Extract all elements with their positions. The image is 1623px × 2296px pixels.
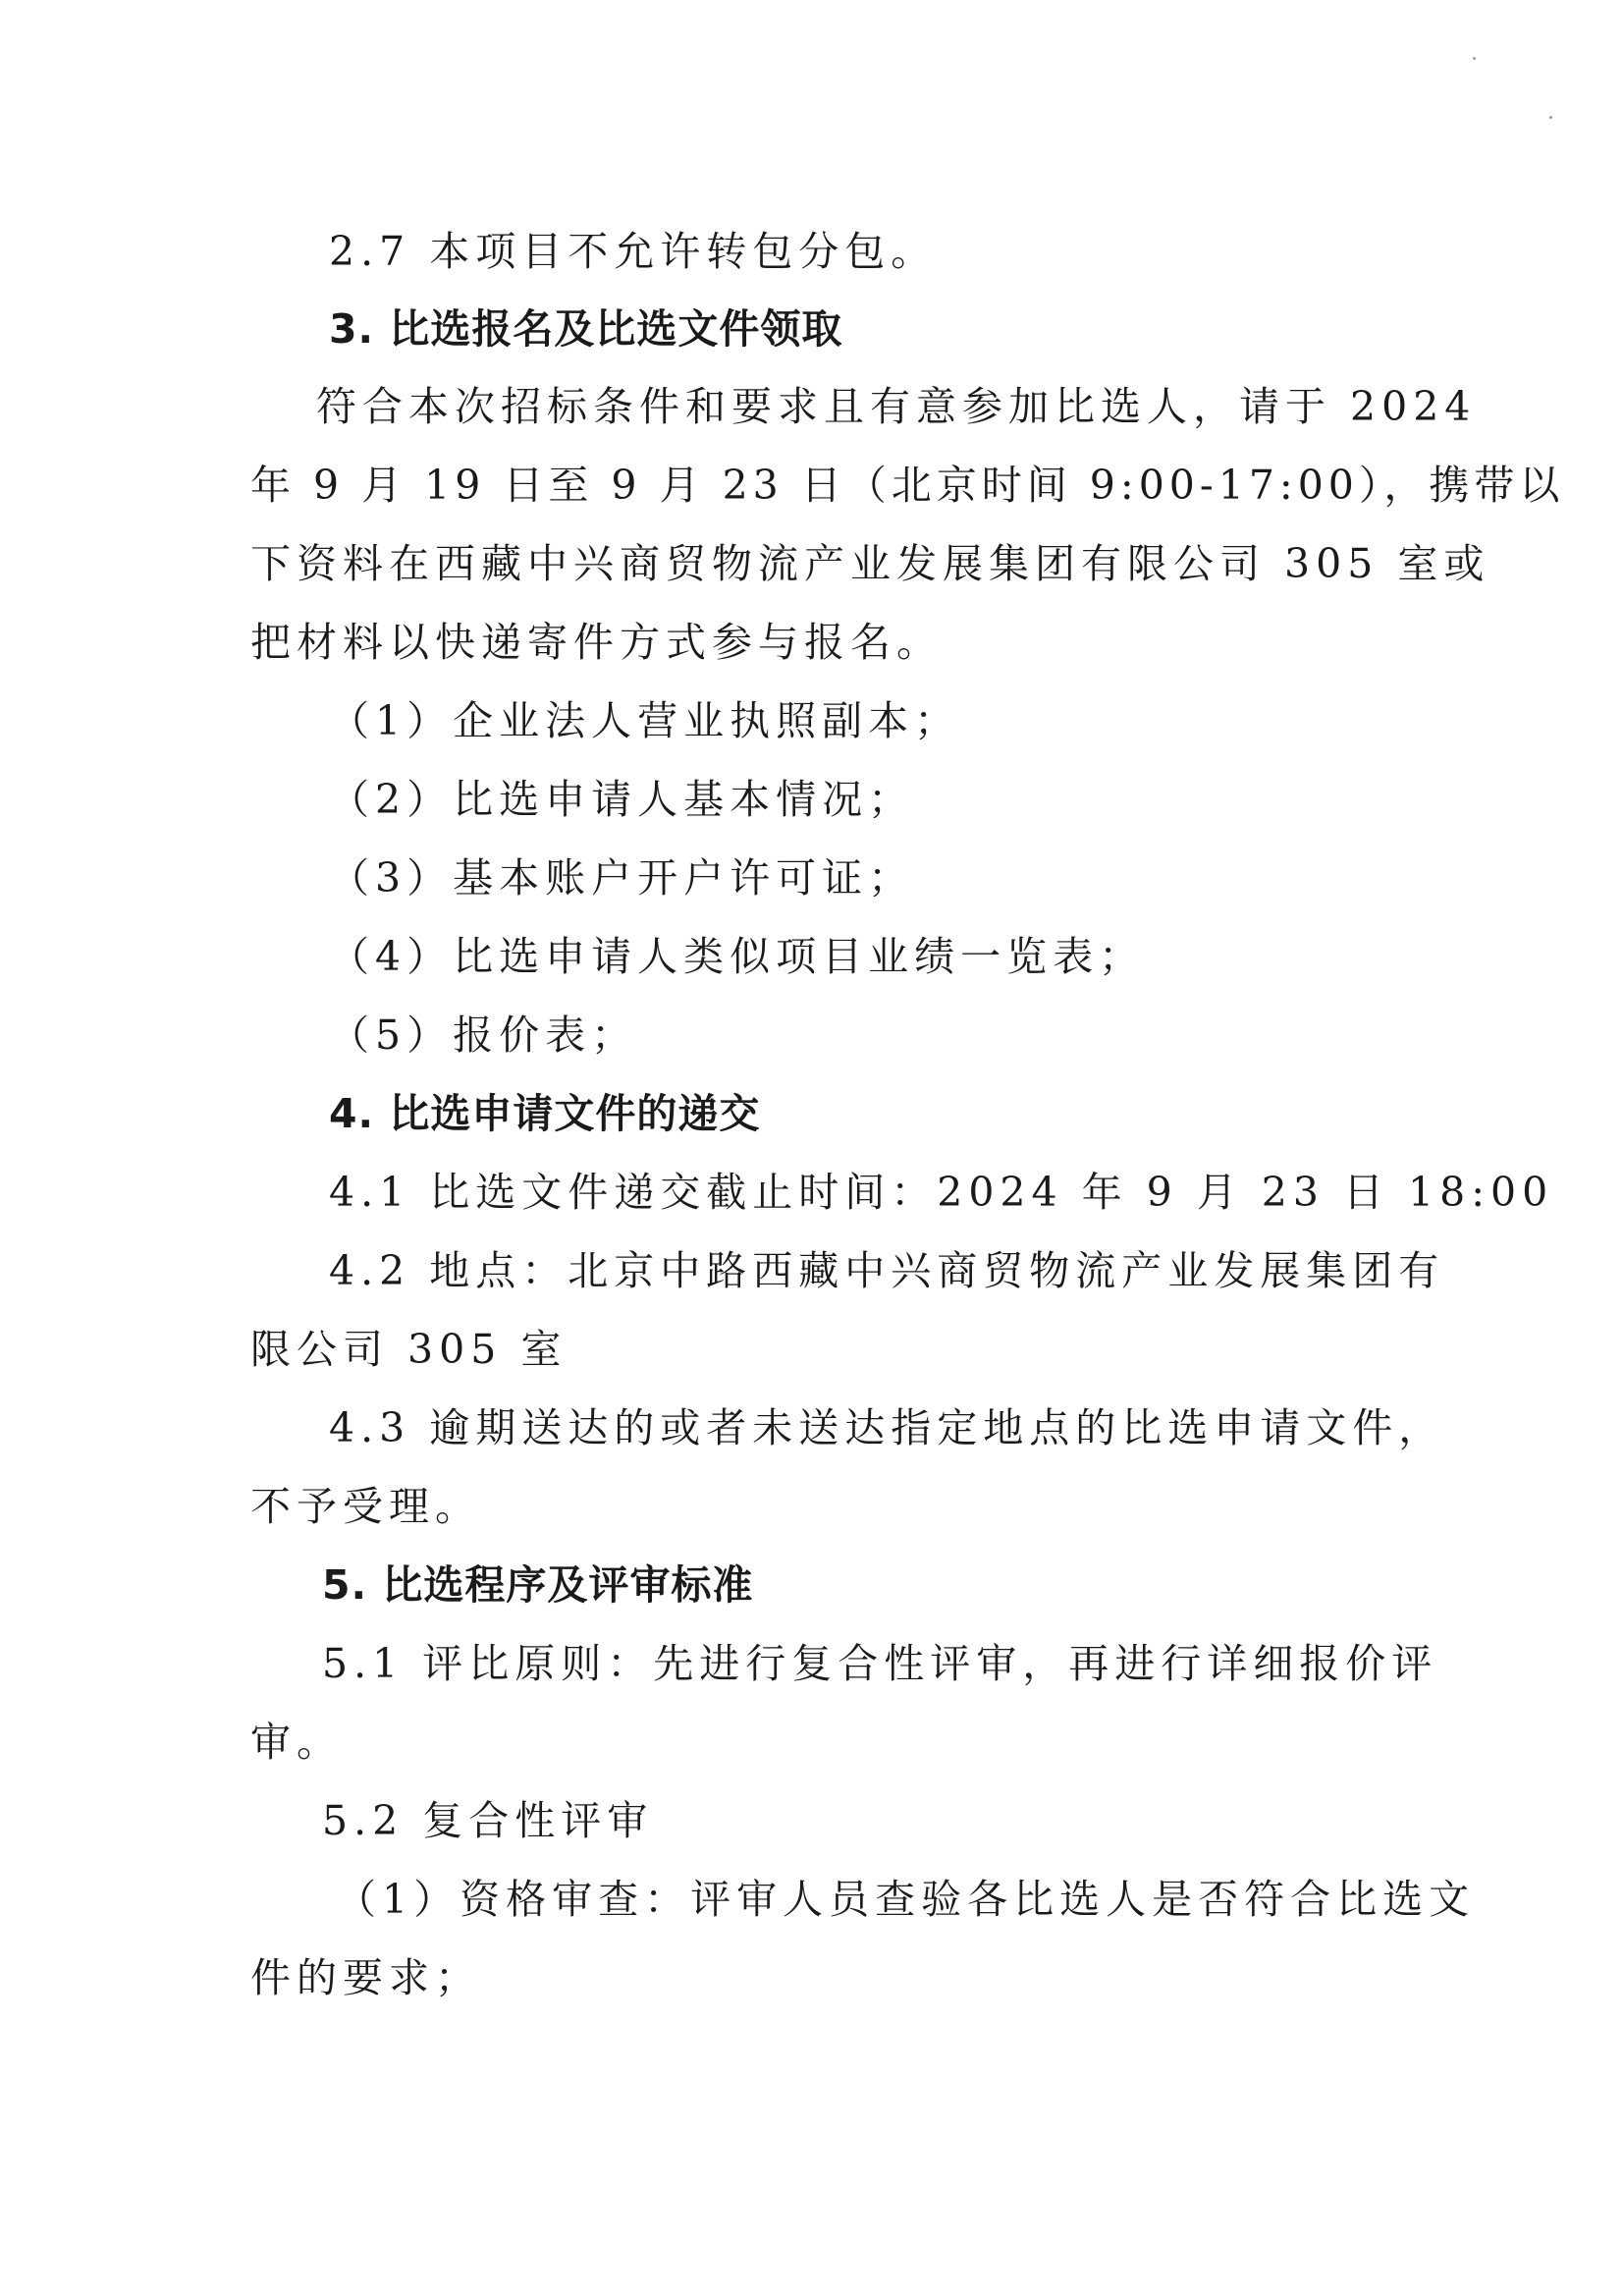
paragraph-3-line-1: 符合本次招标条件和要求且有意参加比选人，请于 2024 xyxy=(316,383,1477,430)
paragraph-4-2-line-1: 4.2 地点：北京中路西藏中兴商贸物流产业发展集团有 xyxy=(329,1247,1445,1294)
section-3-heading: 3. 比选报名及比选文件领取 xyxy=(329,305,843,353)
paragraph-4-3-line-1: 4.3 逾期送达的或者未送达指定地点的比选申请文件， xyxy=(329,1404,1445,1451)
paragraph-5-2-1-line-2: 件的要求； xyxy=(250,1954,481,2001)
scan-speck xyxy=(1549,116,1552,119)
list-item-3: （3）基本账户开户许可证； xyxy=(329,854,915,902)
section-4-heading: 4. 比选申请文件的递交 xyxy=(329,1090,761,1137)
list-item-4: （4）比选申请人类似项目业绩一览表； xyxy=(329,933,1146,980)
section-5-heading: 5. 比选程序及评审标准 xyxy=(322,1561,754,1609)
paragraph-4-1: 4.1 比选文件递交截止时间：2024 年 9 月 23 日 18:00 xyxy=(329,1169,1554,1216)
paragraph-4-2-line-2: 限公司 305 室 xyxy=(250,1326,568,1373)
paragraph-3-line-4: 把材料以快递寄件方式参与报名。 xyxy=(250,619,943,666)
paragraph-3-line-2: 年 9 月 19 日至 9 月 23 日（北京时间 9:00-17:00），携带以 xyxy=(250,462,1565,509)
paragraph-5-1-line-2: 审。 xyxy=(250,1719,343,1766)
paragraph-5-1-line-1: 5.1 评比原则：先进行复合性评审，再进行详细报价评 xyxy=(322,1640,1438,1687)
paragraph-5-2-1-line-1: （1）资格审查：评审人员查验各比选人是否符合比选文 xyxy=(336,1876,1476,1923)
paragraph-4-3-line-2: 不予受理。 xyxy=(250,1483,481,1530)
paragraph-5-2: 5.2 复合性评审 xyxy=(322,1797,654,1844)
list-item-2: （2）比选申请人基本情况； xyxy=(329,776,915,823)
paragraph-2-7: 2.7 本项目不允许转包分包。 xyxy=(329,228,938,275)
list-item-5: （5）报价表； xyxy=(329,1011,638,1059)
paragraph-3-line-3: 下资料在西藏中兴商贸物流产业发展集团有限公司 305 室或 xyxy=(250,540,1490,587)
list-item-1: （1）企业法人营业执照副本； xyxy=(329,697,961,744)
scan-speck xyxy=(1473,57,1476,60)
